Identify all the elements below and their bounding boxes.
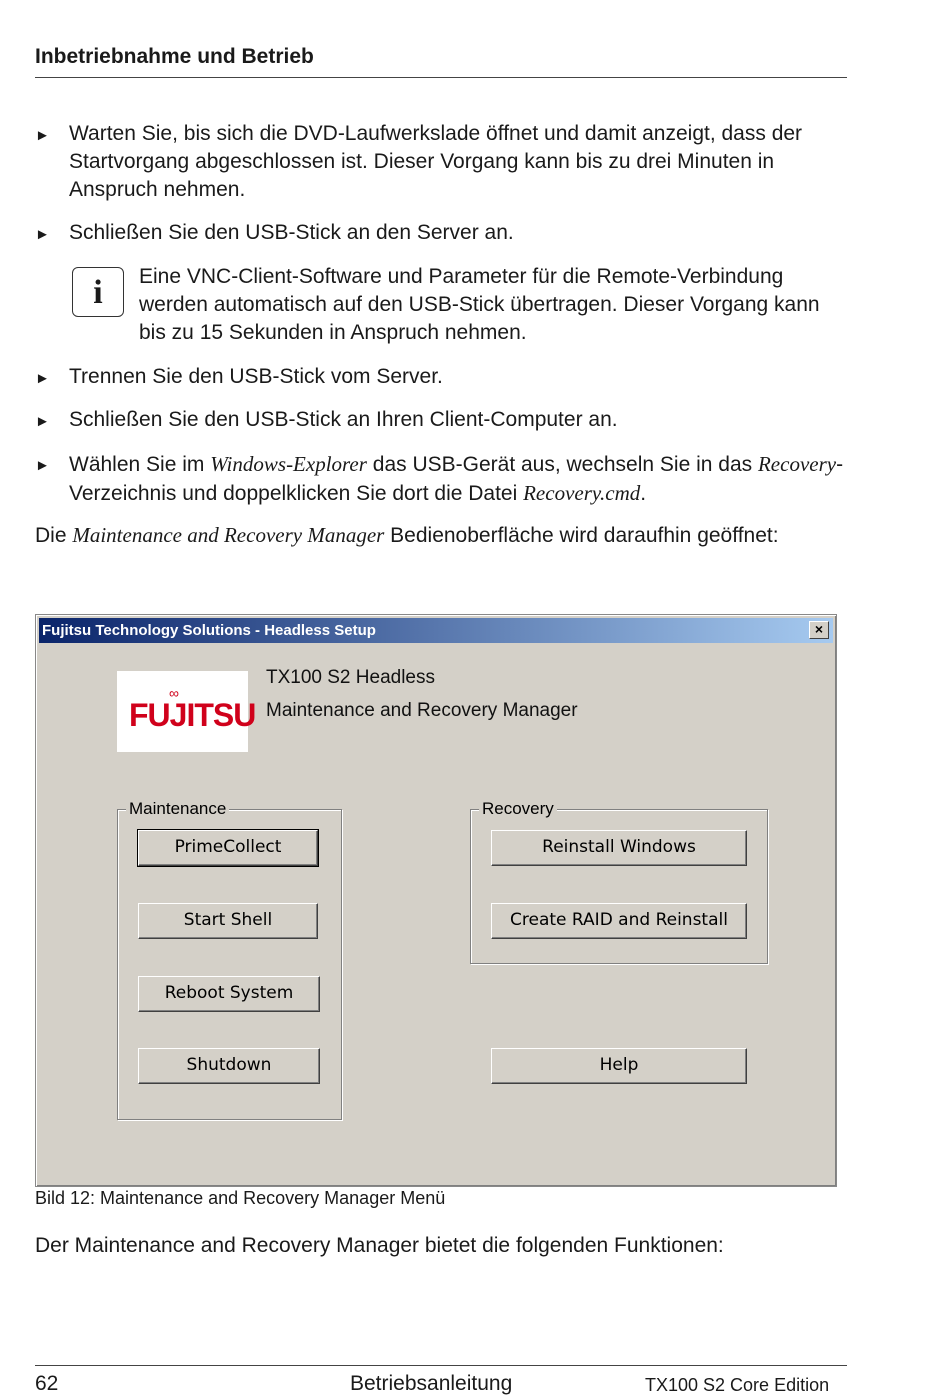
info-note-text: Eine VNC-Client-Software und Parameter für die Remote-Verbindung werden automatisch auf den USB-Stick übertragen. Dieser Vorgang kann bis zu 15 Sekunden in Anspruch nehmen.	[139, 265, 820, 344]
intro-paragraph: Der Maintenance and Recovery Manager bietet die folgenden Funktionen:	[35, 1234, 724, 1257]
headless-setup-window	[35, 614, 837, 1187]
running-header: Inbetriebnahme und Betrieb	[35, 45, 314, 68]
footer-divider	[35, 1365, 847, 1366]
reinstall-windows-button[interactable]: Reinstall Windows	[491, 830, 747, 866]
footer-title: Betriebsanleitung	[350, 1372, 513, 1395]
bullet-text: Schließen Sie den USB-Stick an Ihren Client-Computer an.	[69, 408, 618, 431]
bullet-text: Schließen Sie den USB-Stick an den Server an.	[69, 221, 514, 244]
emphasis-text: Recovery.cmd	[523, 481, 641, 505]
primecollect-button[interactable]: PrimeCollect	[138, 830, 318, 866]
header-divider	[35, 77, 847, 78]
bullet-arrow-icon: ►	[35, 370, 50, 387]
window-title: Fujitsu Technology Solutions - Headless Setup	[42, 622, 376, 639]
emphasis-text: Maintenance and Recovery Manager	[72, 523, 385, 547]
close-icon[interactable]: ×	[809, 621, 829, 639]
bullet-arrow-icon: ►	[35, 413, 50, 430]
logo-wordmark: FUJITSU	[129, 697, 256, 733]
maintenance-group-label: Maintenance	[126, 799, 229, 819]
reboot-system-button[interactable]: Reboot System	[138, 976, 320, 1012]
text-run: Die	[35, 524, 73, 547]
recovery-group-label: Recovery	[479, 799, 557, 819]
text-run: das USB-Gerät aus, wechseln Sie in das	[366, 453, 758, 476]
help-button[interactable]: Help	[491, 1048, 747, 1084]
bullet-text: Warten Sie, bis sich die DVD-Laufwerkslade öffnet und damit anzeigt, dass der Startvorgang abgeschlossen ist. Dieser Vorgang kann bis zu drei Minuten in Anspruch nehmen.	[69, 122, 803, 201]
bullet-arrow-icon: ►	[35, 127, 50, 144]
window-titlebar[interactable]	[39, 618, 833, 643]
create-raid-reinstall-button[interactable]: Create RAID and Reinstall	[491, 903, 747, 939]
text-run: .	[640, 482, 647, 505]
fujitsu-logo	[117, 671, 256, 752]
bullet-text: Trennen Sie den USB-Stick vom Server.	[69, 365, 443, 388]
text-run: -Verzeichnis und doppelklicken Sie dort die Datei	[69, 453, 844, 505]
product-name: TX100 S2 Headless	[266, 667, 435, 688]
bullet-arrow-icon: ►	[35, 226, 50, 243]
product-subtitle: Maintenance and Recovery Manager	[266, 700, 578, 721]
text-run: Wählen Sie im	[69, 453, 211, 476]
start-shell-button[interactable]: Start Shell	[138, 903, 318, 939]
bullet-arrow-icon: ►	[35, 457, 50, 474]
figure-caption: Bild 12: Maintenance and Recovery Manager Menü	[35, 1188, 446, 1208]
shutdown-button[interactable]: Shutdown	[138, 1048, 320, 1084]
emphasis-text: Recovery	[757, 452, 837, 476]
info-icon: i	[72, 267, 124, 317]
body-paragraph	[35, 521, 847, 550]
emphasis-text: Windows-Explorer	[210, 452, 367, 476]
footer-edition: TX100 S2 Core Edition	[645, 1375, 830, 1395]
page-number: 62	[35, 1372, 59, 1395]
infinity-icon: ∞	[169, 685, 179, 701]
bullet-text	[69, 450, 849, 508]
text-run: Bedienoberfläche wird daraufhin geöffnet:	[384, 524, 779, 547]
